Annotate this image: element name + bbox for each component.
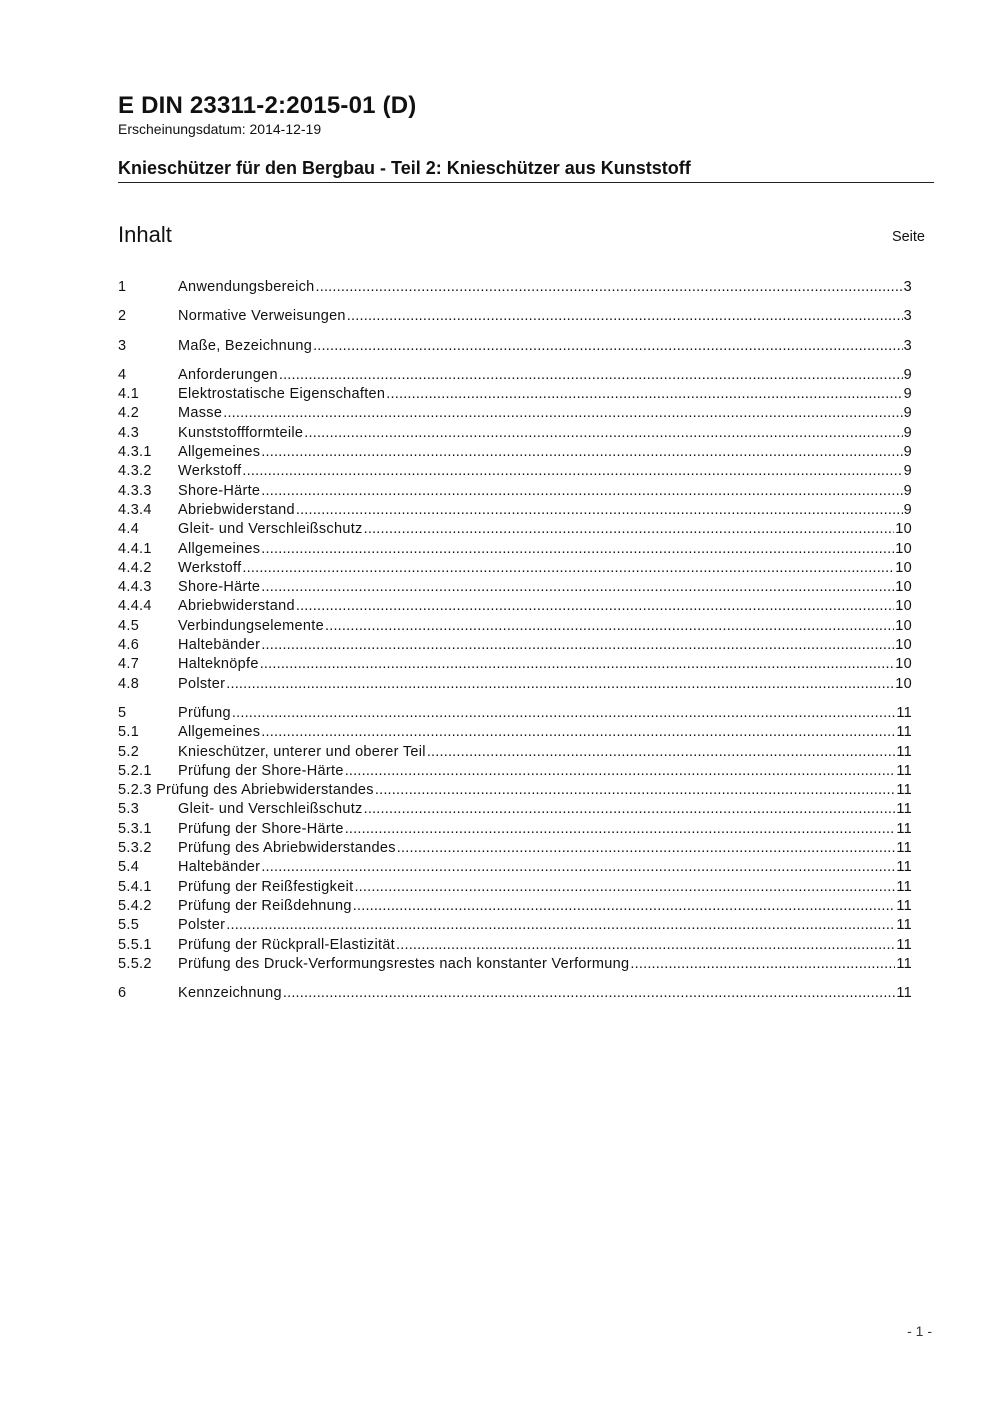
toc-entry-title: 5.2.3 Prüfung des Abriebwiderstandes — [118, 782, 374, 799]
toc-dot-leader — [223, 404, 902, 423]
toc-entry-title: Prüfung — [178, 704, 231, 721]
toc-entry-number: 4.4.2 — [118, 559, 152, 576]
toc-entry[interactable] — [118, 781, 912, 800]
toc-group — [118, 984, 912, 1003]
toc-entry[interactable] — [118, 704, 912, 723]
toc-entry-number: 4.6 — [118, 637, 140, 654]
toc-entry-page: 10 — [895, 637, 912, 654]
toc-entry[interactable] — [118, 559, 912, 578]
toc-entry-title: Shore-Härte — [178, 579, 261, 596]
toc-entry-title: Kunststoffformteile — [178, 424, 304, 441]
toc-dot-leader — [226, 675, 894, 694]
toc-entry-page: 9 — [903, 386, 912, 403]
toc-dot-leader — [630, 955, 895, 974]
toc-entry-title: Polster — [178, 917, 226, 934]
toc-entry[interactable] — [118, 501, 912, 520]
toc-dot-leader — [364, 800, 896, 819]
toc-dot-leader — [296, 597, 894, 616]
toc-dot-leader — [353, 897, 896, 916]
toc-entry-number: 5.2.1 — [118, 762, 152, 779]
toc-entry-title: Knieschützer, unterer und oberer Teil — [178, 743, 426, 760]
toc-entry-title: Anforderungen — [178, 366, 278, 383]
toc-entry[interactable] — [118, 617, 912, 636]
toc-entry-number: 5.5.1 — [118, 936, 152, 953]
toc-entry[interactable] — [118, 723, 912, 742]
toc-entry[interactable] — [118, 636, 912, 655]
toc-entry-title: Allgemeines — [178, 724, 261, 741]
toc-entry-title: Allgemeines — [178, 444, 261, 461]
toc-entry-number: 5.5 — [118, 917, 140, 934]
toc-entry-title: Anwendungsbereich — [178, 279, 315, 295]
toc-entry-number: 5 — [118, 704, 127, 721]
toc-entry[interactable] — [118, 337, 912, 356]
toc-entry-title: Abriebwiderstand — [178, 501, 295, 518]
toc-entry-page: 11 — [896, 985, 912, 1002]
toc-dot-leader — [242, 462, 902, 481]
toc-entry-number: 5.1 — [118, 724, 140, 741]
toc-dot-leader — [396, 936, 895, 955]
toc-entry-number: 4.8 — [118, 675, 140, 692]
toc-entry-page: 11 — [896, 704, 912, 721]
toc-entry[interactable] — [118, 820, 912, 839]
toc-entry-title: Halteknöpfe — [178, 656, 259, 673]
toc-dot-leader — [427, 743, 896, 762]
toc-entry-title: Maße, Bezeichnung — [178, 337, 313, 354]
toc-entry-page: 11 — [896, 878, 912, 895]
toc-entry-title: Prüfung der Reißdehnung — [178, 897, 352, 914]
toc-entry-number: 4.3.3 — [118, 482, 152, 499]
toc-entry-page: 10 — [895, 598, 912, 615]
toc-entry-number: 4.4.1 — [118, 540, 152, 557]
toc-entry-number: 5.4.2 — [118, 897, 152, 914]
toc-entry-number: 5.2 — [118, 743, 140, 760]
toc-dot-leader — [242, 559, 894, 578]
toc-entry-page: 11 — [896, 840, 912, 857]
toc-heading: Inhalt — [118, 222, 172, 247]
toc-entry-number: 4.3.4 — [118, 501, 152, 518]
toc-entry-title: Prüfung der Reißfestigkeit — [178, 878, 354, 895]
toc-entry[interactable] — [118, 482, 912, 501]
toc-entry-number: 4.3 — [118, 424, 140, 441]
toc-entry-page: 11 — [896, 743, 912, 760]
toc-entry-page: 11 — [896, 724, 912, 741]
toc-dot-leader — [316, 278, 903, 297]
toc-entry-number: 5.4.1 — [118, 878, 152, 895]
toc-entry[interactable] — [118, 936, 912, 955]
toc-entry[interactable] — [118, 462, 912, 481]
toc-dot-leader — [261, 482, 902, 501]
toc-entry-title: Gleit- und Verschleißschutz — [178, 801, 363, 818]
toc-entry-page: 3 — [903, 279, 912, 295]
toc-entry-title: Prüfung der Shore-Härte — [178, 762, 344, 779]
toc-dot-leader — [354, 878, 895, 897]
toc-entry-number: 5.5.2 — [118, 955, 152, 972]
document-title: E DIN 23311-2:2015-01 (D) — [118, 92, 417, 119]
toc-entry[interactable] — [118, 307, 912, 326]
toc-entry-number: 4.2 — [118, 405, 140, 422]
toc-entry-number: 4.4.3 — [118, 579, 152, 596]
document-subtitle: Knieschützer für den Bergbau - Teil 2: Knieschützer aus Kunststoff — [118, 158, 691, 178]
toc-entry-page: 10 — [895, 675, 912, 692]
toc-entry-title: Elektrostatische Eigenschaften — [178, 386, 386, 403]
header-rule — [118, 182, 934, 183]
toc-entry[interactable] — [118, 675, 912, 694]
toc-entry-page: 11 — [896, 897, 912, 914]
toc-entry[interactable] — [118, 424, 912, 443]
toc-dot-leader — [232, 704, 895, 723]
toc-dot-leader — [261, 578, 894, 597]
toc-dot-leader — [347, 307, 903, 326]
toc-dot-leader — [325, 617, 894, 636]
toc-entry-title: Haltebänder — [178, 859, 261, 876]
toc-entry[interactable] — [118, 404, 912, 423]
toc-entry-page: 10 — [895, 617, 912, 634]
toc-entry-number: 4.1 — [118, 386, 140, 403]
toc-entry-title: Verbindungselemente — [178, 617, 324, 634]
toc-entry-number: 4.7 — [118, 656, 140, 673]
toc-entry[interactable] — [118, 366, 912, 385]
toc-dot-leader — [261, 540, 894, 559]
toc-entry-page: 3 — [903, 337, 912, 354]
toc-entry-page: 11 — [896, 801, 912, 818]
toc-dot-leader — [296, 501, 903, 520]
toc-entry-title: Prüfung der Rückprall-Elastizität — [178, 936, 396, 953]
toc-entry-title: Abriebwiderstand — [178, 598, 295, 615]
toc-entry-number: 5.4 — [118, 859, 140, 876]
toc-entry-title: Masse — [178, 405, 223, 422]
toc-dot-leader — [397, 839, 896, 858]
toc-entry-title: Normative Verweisungen — [178, 308, 346, 325]
toc-entry-page: 11 — [896, 782, 912, 799]
toc-entry-title: Gleit- und Verschleißschutz — [178, 521, 363, 538]
toc-entry-title: Allgemeines — [178, 540, 261, 557]
toc-entry[interactable] — [118, 655, 912, 674]
toc-entry-number: 5.3 — [118, 801, 140, 818]
toc-group — [118, 704, 912, 974]
toc-group — [118, 307, 912, 326]
toc-entry-title: Werkstoff — [178, 463, 242, 480]
toc-entry-number: 6 — [118, 985, 127, 1002]
toc-entry-page: 10 — [895, 540, 912, 557]
toc-entry[interactable] — [118, 385, 912, 404]
toc-dot-leader — [364, 520, 895, 539]
toc-group — [118, 337, 912, 356]
toc-entry[interactable] — [118, 743, 912, 762]
toc-entry-page: 10 — [895, 559, 912, 576]
toc-entry-page: 11 — [896, 955, 912, 972]
toc-entry-title: Werkstoff — [178, 559, 242, 576]
toc-entry-page: 11 — [896, 917, 912, 934]
toc-entry-number: 3 — [118, 337, 127, 354]
toc-dot-leader — [260, 655, 895, 674]
toc-dot-leader — [261, 443, 902, 462]
toc-entry-title: Prüfung der Shore-Härte — [178, 820, 344, 837]
toc-dot-leader — [345, 820, 896, 839]
toc-entry-page: 11 — [896, 859, 912, 876]
toc-dot-leader — [283, 984, 895, 1003]
toc-entry-page: 9 — [903, 424, 912, 441]
toc-entry[interactable] — [118, 762, 912, 781]
footer-page-number: - 1 - — [907, 1323, 932, 1339]
toc-entry-number: 4.4.4 — [118, 598, 152, 615]
toc-dot-leader — [261, 723, 895, 742]
toc-dot-leader — [261, 636, 894, 655]
toc-entry-number: 4.4 — [118, 521, 140, 538]
toc-entry[interactable] — [118, 597, 912, 616]
toc-entry-page: 11 — [896, 936, 912, 953]
toc-entry-number: 4 — [118, 366, 127, 383]
toc-entry[interactable] — [118, 520, 912, 539]
table-of-contents — [118, 278, 912, 1013]
toc-entry-title: Haltebänder — [178, 637, 261, 654]
toc-dot-leader — [279, 366, 903, 385]
toc-group — [118, 278, 912, 297]
toc-dot-leader — [261, 858, 895, 877]
toc-entry[interactable] — [118, 540, 912, 559]
toc-entry-page: 9 — [903, 405, 912, 422]
toc-entry[interactable] — [118, 897, 912, 916]
toc-entry[interactable] — [118, 955, 912, 974]
toc-entry[interactable] — [118, 878, 912, 897]
toc-entry-page: 3 — [903, 308, 912, 325]
toc-entry[interactable] — [118, 800, 912, 819]
toc-entry-page: 9 — [903, 463, 912, 480]
toc-group — [118, 366, 912, 694]
toc-entry-number: 2 — [118, 308, 127, 325]
toc-entry-page: 11 — [896, 762, 912, 779]
toc-entry-number: 5.3.2 — [118, 840, 152, 857]
toc-dot-leader — [304, 424, 902, 443]
toc-entry-page: 10 — [895, 521, 912, 538]
toc-entry-number: 4.3.2 — [118, 463, 152, 480]
toc-entry-number: 4.3.1 — [118, 444, 152, 461]
toc-dot-leader — [226, 916, 895, 935]
toc-entry-page: 11 — [896, 820, 912, 837]
toc-entry-title: Prüfung des Abriebwiderstandes — [178, 840, 396, 857]
toc-entry-number: 5.3.1 — [118, 820, 152, 837]
toc-page-column-label: Seite — [891, 229, 925, 245]
toc-entry-page: 9 — [903, 482, 912, 499]
toc-entry-title: Shore-Härte — [178, 482, 261, 499]
toc-dot-leader — [375, 781, 895, 800]
toc-entry[interactable] — [118, 578, 912, 597]
toc-entry[interactable] — [118, 839, 912, 858]
publication-date: Erscheinungsdatum: 2014-12-19 — [118, 121, 322, 137]
toc-entry-page: 9 — [903, 444, 912, 461]
toc-entry[interactable] — [118, 278, 912, 297]
toc-dot-leader — [313, 337, 903, 356]
toc-entry[interactable] — [118, 916, 912, 935]
toc-entry-page: 9 — [903, 366, 912, 383]
toc-entry-page: 9 — [903, 501, 912, 518]
toc-entry-title: Polster — [178, 675, 226, 692]
toc-entry[interactable] — [118, 984, 912, 1003]
toc-entry-page: 10 — [895, 656, 912, 673]
toc-entry-title: Prüfung des Druck-Verformungsrestes nach konstanter Verformung — [178, 955, 630, 972]
toc-entry[interactable] — [118, 443, 912, 462]
toc-entry-number: 1 — [118, 279, 127, 295]
toc-dot-leader — [386, 385, 902, 404]
toc-entry-page: 10 — [895, 579, 912, 596]
toc-entry-number: 4.5 — [118, 617, 140, 634]
toc-dot-leader — [345, 762, 896, 781]
toc-entry-title: Kennzeichnung — [178, 985, 282, 1002]
toc-entry[interactable] — [118, 858, 912, 877]
